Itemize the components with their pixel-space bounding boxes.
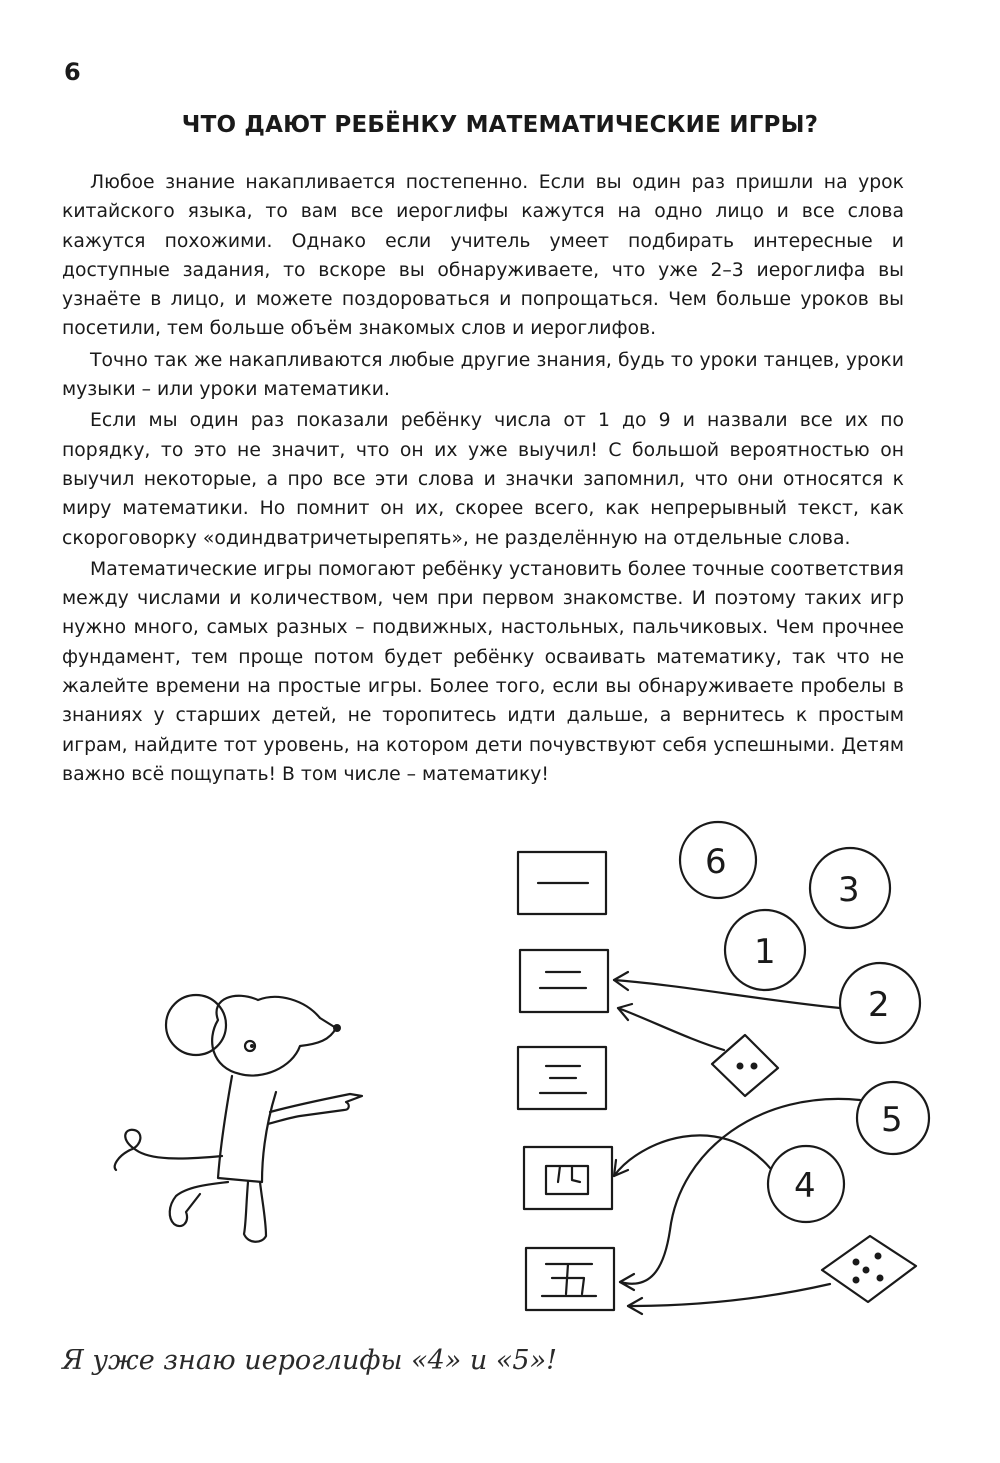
- caption: Я уже знаю иероглифы «4» и «5»!: [62, 1345, 557, 1376]
- arrow-dice-two-to-card: [618, 1008, 724, 1050]
- mouse-tail: [115, 1130, 222, 1170]
- dice-pip: [737, 1063, 744, 1070]
- circle-3-label: 3: [838, 870, 860, 910]
- connection-arrows: [614, 972, 860, 1314]
- circle-4-label: 4: [794, 1166, 816, 1206]
- dice-two-outline: [712, 1035, 778, 1096]
- paragraph-4: Математические игры помогают ребёнку установить более точные соответствия между числами и количеством, чем при первом знакомстве. И поэтому таких игр нужно много, самых разных – подвижных, настольных, пальчиковых. Чем прочнее фундамент, тем проще потом будет ребёнку осваивать математику, так что не жалейте времени на простые игры. Более того, если вы обнаруживаете пробелы в знаниях у старших детей, не торопитесь идти дальше, а вернитесь к простым играм, найдите тот уровень, на котором дети почувствуют себя успешными. Детям важно всё пощупать! В том числе – математику!: [62, 558, 904, 785]
- circle-6-label: 6: [705, 842, 727, 882]
- mouse-drawing: [115, 995, 362, 1242]
- circle-2-label: 2: [868, 985, 890, 1025]
- dice-pip: [853, 1259, 860, 1266]
- mouse-pointing-arm: [268, 1094, 362, 1124]
- dice-pip: [751, 1063, 758, 1070]
- mouse-head: [212, 996, 336, 1076]
- glyph-5: [542, 1264, 596, 1296]
- dice-pip: [877, 1275, 884, 1282]
- arrowhead: [620, 1274, 634, 1290]
- arrow-5-to-card: [620, 1099, 860, 1284]
- dice-pip: [863, 1267, 870, 1274]
- hieroglyph-cards: [518, 852, 614, 1310]
- dice-five: [822, 1236, 916, 1302]
- arrow-dice-five-to-card: [628, 1284, 830, 1306]
- page-title: ЧТО ДАЮТ РЕБЁНКУ МАТЕМАТИЧЕСКИЕ ИГРЫ?: [181, 112, 819, 138]
- dice-two: [712, 1035, 778, 1096]
- arrow-2-to-card: [614, 980, 840, 1008]
- illustration-drawing: [0, 800, 1000, 1340]
- circle-5-label: 5: [881, 1100, 903, 1140]
- dice-pip: [853, 1277, 860, 1284]
- mouse-pupil: [250, 1044, 254, 1048]
- mouse-leg-right: [244, 1182, 266, 1242]
- glyph-4: [546, 1166, 588, 1194]
- illustration: [0, 800, 1000, 1340]
- circle-1-label: 1: [754, 932, 776, 972]
- body-text: [62, 168, 904, 791]
- paragraph-3: Если мы один раз показали ребёнку числа от 1 до 9 и назвали все их по порядку, то это не значит, что он их уже выучил! С большой вероятностью он выучил некоторые, а про все эти слова и значки запомнил, что они относятся к миру математики. Но помнит он их, скорее всего, как непрерывный текст, как скороговорку «одиндватричетырепять», не разделённую на отдельные слова.: [62, 410, 904, 549]
- dice-pip: [875, 1253, 882, 1260]
- number-circles: [680, 822, 929, 1222]
- card-4: [524, 1147, 612, 1209]
- mouse-leg-left: [170, 1182, 228, 1226]
- paragraph-1: Любое знание накапливается постепенно. Если вы один раз пришли на урок китайского языка, то вам все иероглифы кажутся на одно лицо и все слова кажутся похожими. Однако если учитель умеет подбирать интересные и доступные задания, то вскоре вы обнаруживаете, что уже 2–3 иероглифа вы узнаёте в лицо, и можете поздороваться и попрощаться. Чем больше уроков вы посетили, тем больше объём знакомых слов и иероглифов.: [62, 172, 904, 340]
- card-2: [520, 950, 608, 1012]
- paragraph-2: Точно так же накапливаются любые другие знания, будь то уроки танцев, уроки музыки – или уроки математики.: [62, 349, 904, 401]
- page-number: 6: [64, 58, 81, 86]
- mouse-body: [218, 1076, 276, 1182]
- mouse-nose: [333, 1024, 341, 1032]
- mouse-back-ear: [166, 995, 226, 1055]
